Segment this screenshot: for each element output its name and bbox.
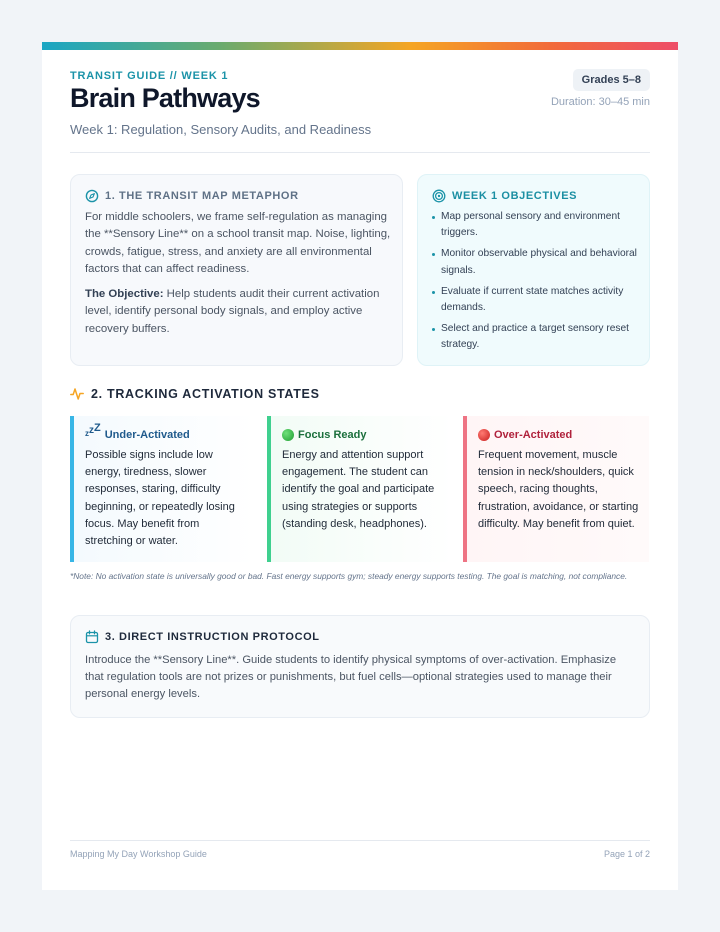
- objective-paragraph: [85, 286, 391, 338]
- state-title: [478, 426, 639, 444]
- activation-note: *Note: No activation state is universally good or bad. Fast energy supports gym; steady energy supports testing. The goal is matching, not compliance.: [70, 571, 628, 581]
- duration-label: Duration: 30–45 min: [550, 96, 650, 108]
- header-divider: [70, 152, 650, 153]
- guide-kicker: TRANSIT GUIDE // WEEK 1: [70, 70, 229, 82]
- state-title: [282, 426, 443, 444]
- objective-label: The Objective:: [85, 288, 164, 300]
- week1-objectives-heading-text: WEEK 1 OBJECTIVES: [452, 190, 578, 202]
- footer-guide-name: Mapping My Day Workshop Guide: [70, 849, 207, 859]
- red-circle-icon: [478, 429, 490, 441]
- transit-metaphor-heading-text: 1. THE TRANSIT MAP METAPHOR: [105, 190, 299, 202]
- state-description: Possible signs include low energy, tiredness, slower responses, staring, difficulty beginning, or repeatedly losing focus. May benefit from stretching or water.: [85, 449, 235, 548]
- state-title-text: Over-Activated: [494, 429, 573, 441]
- week1-objectives-card: [417, 174, 650, 366]
- tracking-heading-text: 2. TRACKING ACTIVATION STATES: [91, 387, 320, 401]
- state-title-text: Focus Ready: [298, 429, 367, 441]
- page-number: Page 1 of 2: [603, 849, 650, 859]
- objectives-list: [432, 209, 638, 359]
- state-title: [85, 422, 246, 444]
- page-title: Brain Pathways: [70, 83, 260, 113]
- objective-item: Monitor observable physical and behavioral signals.: [432, 246, 638, 278]
- state-title-text: Under-Activated: [104, 429, 190, 441]
- objective-text: Help students audit their current activation level, identify personal body signals, and employ active recovery buffers.: [85, 288, 380, 335]
- page-header: [70, 70, 650, 154]
- direct-instruction-paragraph: Introduce the **Sensory Line**. Guide students to identify physical symptoms of over-activation. Emphasize that regulation tools are not prizes or punishments, but fuel cells—optional strategies used to manage their personal energy levels.: [85, 654, 617, 700]
- green-circle-icon: [282, 429, 294, 441]
- grades-badge: Grades 5–8: [573, 69, 650, 91]
- transit-metaphor-paragraph: For middle schoolers, we frame self-regulation as managing the **Sensory Line** on a school transit map. Noise, lighting, crowds, fatigue, stress, and anxiety are all environmental factors that can affect readiness.: [85, 211, 391, 276]
- state-card-under-activated: [70, 416, 256, 562]
- transit-metaphor-heading: [85, 189, 299, 203]
- state-card-focus-ready: [267, 416, 453, 562]
- direct-instruction-heading: [85, 630, 320, 644]
- objective-item: Map personal sensory and environment triggers.: [432, 209, 638, 241]
- week1-objectives-heading: [432, 189, 577, 203]
- document-page: [42, 42, 678, 890]
- page-subtitle: Week 1: Regulation, Sensory Audits, and Readiness: [70, 122, 372, 137]
- direct-instruction-card: [70, 615, 650, 718]
- state-card-over-activated: [463, 416, 649, 562]
- footer-divider: [70, 840, 650, 841]
- direct-instruction-heading-text: 3. DIRECT INSTRUCTION PROTOCOL: [105, 631, 320, 643]
- objective-item: Evaluate if current state matches activity demands.: [432, 284, 638, 316]
- sleep-zzz-icon: zzZ: [85, 422, 101, 438]
- state-description: Frequent movement, muscle tension in neck/shoulders, quick speech, racing thoughts, frustration, avoidance, or starting difficulty. May benefit from quiet.: [478, 449, 639, 530]
- pulse-icon: [70, 387, 84, 401]
- compass-icon: [85, 189, 99, 203]
- gradient-accent-bar: [42, 42, 678, 50]
- target-icon: [432, 189, 446, 203]
- objective-item: Select and practice a target sensory reset strategy.: [432, 321, 638, 353]
- state-description: Energy and attention support engagement. The student can identify the goal and participate using strategies or supports (standing desk, headphones).: [282, 449, 435, 530]
- calendar-icon: [85, 630, 99, 644]
- tracking-heading: [70, 387, 320, 401]
- transit-metaphor-card: [70, 174, 403, 366]
